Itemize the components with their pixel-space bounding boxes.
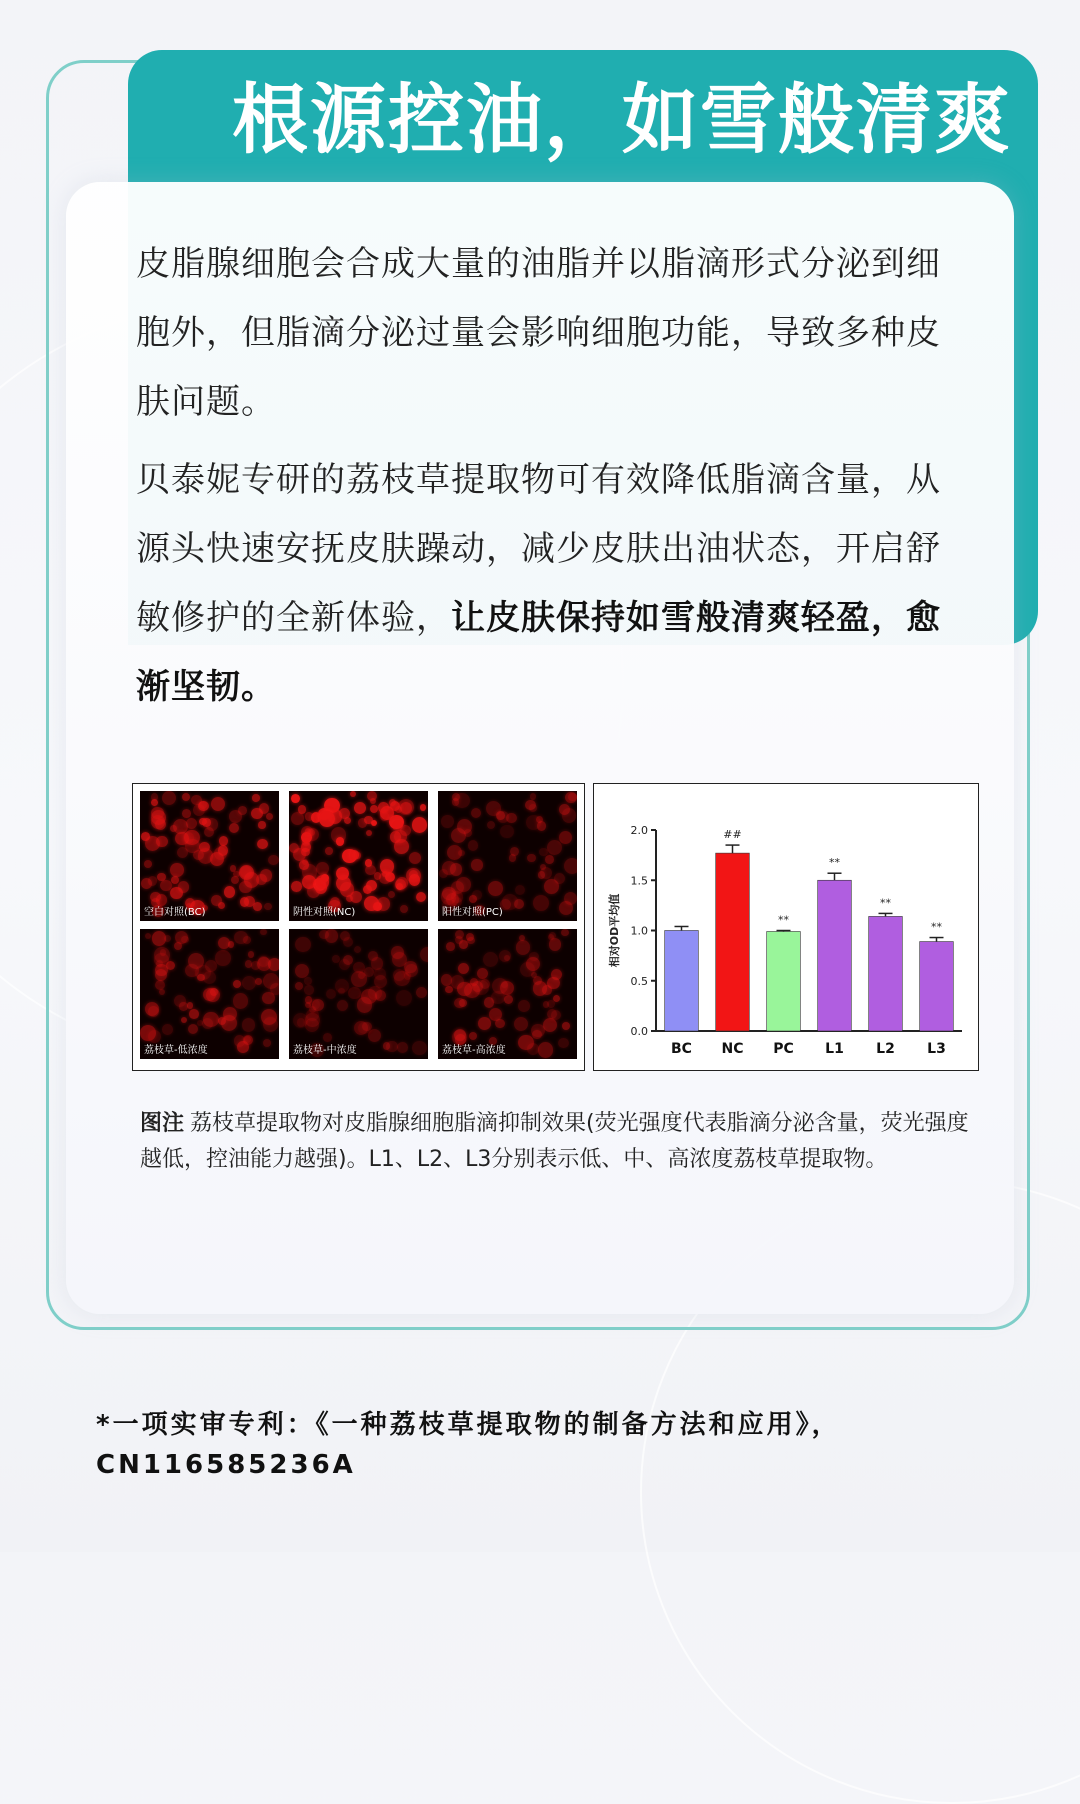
fluorescent-cell — [162, 1024, 173, 1035]
fluorescent-cell — [497, 811, 509, 823]
fluorescent-cell — [170, 863, 183, 876]
fluorescent-cell — [251, 808, 262, 819]
micrograph-label: 阳性对照(PC) — [442, 907, 503, 918]
fluorescent-cell — [533, 895, 549, 911]
fluorescent-cell — [263, 1017, 278, 1032]
fluorescent-cell — [549, 938, 561, 950]
patent-note: *一项实审专利：《一种荔枝草提取物的制备方法和应用》，CN116585236A — [96, 1410, 841, 1480]
y-tick-label: 0.0 — [630, 1025, 648, 1038]
fluorescent-cell — [245, 960, 252, 967]
bar — [767, 932, 801, 1031]
fluorescent-cell — [264, 903, 272, 911]
fluorescent-cell — [291, 812, 304, 825]
x-tick-label: L1 — [825, 1041, 844, 1057]
fluorescent-cell — [248, 951, 254, 957]
bar — [665, 931, 699, 1032]
fluorescent-cell — [343, 955, 353, 965]
fluorescent-cell — [487, 821, 495, 829]
fluorescent-cell — [451, 828, 467, 844]
fluorescent-cell — [393, 969, 405, 981]
fluorescent-cell — [162, 791, 176, 805]
fluorescent-cell — [389, 799, 396, 806]
bar — [716, 853, 750, 1031]
fluorescent-cell — [366, 830, 372, 836]
fluorescent-cell — [488, 881, 503, 896]
fluorescent-cell — [141, 832, 150, 841]
fluorescent-cell — [181, 1017, 187, 1023]
fluorescent-cell — [218, 937, 230, 949]
micrograph-cell — [289, 791, 428, 921]
fluorescent-cell — [514, 1017, 528, 1031]
significance-label: ** — [829, 856, 840, 870]
fluorescent-cell — [495, 1019, 505, 1029]
fluorescent-cell — [527, 854, 535, 862]
fluorescent-cell — [458, 850, 465, 857]
significance-label: ** — [931, 920, 942, 934]
fluorescent-cell — [477, 968, 488, 979]
fluorescent-cell — [295, 964, 309, 978]
fluorescent-cell — [355, 852, 362, 859]
fluorescent-cell — [544, 879, 559, 894]
fluorescent-cell — [316, 862, 329, 875]
micrograph-label: 空白对照(BC) — [144, 907, 206, 918]
fluorescent-cell — [529, 804, 536, 811]
fluorescent-cell — [416, 987, 427, 998]
fluorescent-cell — [252, 794, 259, 801]
fluorescent-cell — [396, 877, 408, 889]
fluorescent-cell — [354, 802, 366, 814]
fluorescent-cell — [260, 929, 266, 935]
fluorescent-cell — [366, 880, 377, 891]
fluorescent-cell — [258, 821, 265, 828]
fluorescent-cell — [291, 881, 301, 891]
significance-label: ## — [723, 828, 742, 842]
fluorescent-cell — [394, 830, 407, 843]
fluorescent-cell — [233, 980, 241, 988]
micrograph-cell — [289, 929, 428, 1059]
micrograph-cell — [140, 791, 279, 921]
fluorescent-cell — [215, 950, 231, 966]
fluorescent-cell — [459, 999, 467, 1007]
fluorescent-cell — [518, 1035, 533, 1050]
fluorescent-cell — [170, 825, 177, 832]
fluorescent-cell — [383, 1042, 390, 1049]
micrograph-cell — [438, 791, 577, 921]
fluorescent-cell — [446, 942, 455, 951]
fluorescent-cell — [263, 1039, 271, 1047]
fluorescent-cell — [374, 968, 385, 979]
fluorescent-cell — [396, 990, 412, 1006]
bar-chart — [594, 784, 977, 1069]
fluorescent-cell — [210, 988, 218, 996]
fluorescent-cell — [186, 818, 197, 829]
fluorescent-cell — [182, 809, 191, 818]
micrograph-label: 阴性对照(NC) — [293, 907, 356, 918]
fluorescent-cell — [211, 895, 221, 905]
fluorescent-cell — [516, 940, 531, 955]
fluorescent-cell — [392, 820, 403, 831]
fluorescent-cell — [471, 808, 481, 818]
fluorescent-cell — [199, 801, 206, 808]
micrograph-cell — [438, 929, 577, 1059]
fluorescent-cell — [144, 860, 152, 868]
fluorescent-cell — [257, 839, 268, 850]
fluorescent-cell — [325, 847, 332, 854]
y-tick-label: 1.5 — [630, 874, 648, 888]
fluorescent-cell — [145, 933, 151, 939]
fluorescent-cell — [266, 813, 273, 820]
x-tick-label: L3 — [927, 1041, 946, 1057]
fluorescent-cell — [468, 840, 479, 851]
significance-label: ** — [778, 913, 789, 927]
fluorescent-cell — [364, 816, 372, 824]
fluorescent-cell — [469, 1032, 477, 1040]
fluorescent-cell — [542, 985, 552, 995]
fluorescent-cell — [547, 1000, 555, 1008]
fluorescent-cell — [182, 793, 190, 801]
fluorescent-cell — [338, 988, 345, 995]
fluorescent-cell — [171, 876, 179, 884]
fluorescent-cell — [270, 983, 279, 995]
fluorescent-cell — [483, 952, 498, 967]
fluorescent-cell — [187, 1002, 194, 1009]
fluorescent-cell — [514, 899, 525, 910]
x-tick-label: NC — [721, 1041, 744, 1057]
figure-caption — [140, 1106, 970, 1178]
fluorescent-cell — [304, 977, 311, 984]
micrograph-panel — [132, 783, 585, 1071]
fluorescent-cell — [348, 987, 360, 999]
fluorescent-cell — [471, 859, 482, 870]
y-tick-label: 0.5 — [630, 974, 648, 988]
fluorescent-cell — [242, 976, 256, 990]
fluorescent-cell — [420, 804, 426, 810]
fluorescent-cell — [409, 870, 418, 879]
fluorescent-cell — [558, 1038, 569, 1049]
significance-label: ** — [880, 896, 891, 910]
fluorescent-cell — [260, 869, 273, 882]
fluorescent-cell — [218, 1017, 226, 1025]
bar — [869, 916, 903, 1031]
fluorescent-cell — [211, 797, 225, 811]
fluorescent-cell — [350, 791, 356, 797]
fluorescent-cell — [351, 971, 367, 987]
fluorescent-cell — [239, 881, 252, 894]
product-paragraph — [136, 446, 956, 722]
fluorescent-cell — [305, 996, 312, 1003]
fluorescent-cell — [388, 891, 395, 898]
x-tick-label: L2 — [876, 1041, 895, 1057]
fluorescent-cell — [253, 902, 262, 911]
fluorescent-cell — [405, 964, 418, 977]
fluorescent-cell — [319, 930, 328, 939]
y-tick-label: 2.0 — [630, 824, 648, 837]
x-tick-label: PC — [773, 1041, 794, 1057]
fluorescent-cell — [532, 1030, 542, 1040]
fluorescent-cell — [370, 805, 378, 813]
fluorescent-cell — [365, 859, 373, 867]
fluorescent-cell — [350, 891, 362, 903]
fluorescent-cell — [319, 811, 335, 827]
fluorescent-cell — [526, 815, 541, 830]
fluorescent-cell — [547, 840, 562, 855]
fluorescent-cell — [538, 1042, 553, 1057]
fluorescent-cell — [160, 880, 171, 891]
micrograph-cell — [140, 929, 279, 1059]
fluorescent-cell — [331, 827, 346, 842]
fluorescent-cell — [518, 1000, 530, 1012]
fluorescent-cell — [549, 932, 556, 939]
fluorescent-cell — [529, 952, 538, 961]
fluorescent-cell — [357, 997, 373, 1013]
fluorescent-cell — [562, 1022, 570, 1030]
fluorescent-cell — [255, 978, 262, 985]
fluorescent-cell — [545, 855, 554, 864]
fluorescent-cell — [231, 876, 239, 884]
fluorescent-cell — [238, 806, 247, 815]
fluorescent-cell — [564, 858, 577, 874]
y-tick-label: 1.0 — [630, 924, 648, 938]
product-paragraph-text: 贝泰妮专研的荔枝草提取物可有效降低脂滴含量，从源头快速安抚皮肤躁动，减少皮肤出油状态，开启舒敏修护的全新体验， — [136, 460, 941, 638]
bar — [920, 942, 954, 1031]
fluorescent-cell — [154, 947, 170, 963]
fluorescent-cell — [326, 989, 336, 999]
bar — [818, 880, 852, 1031]
fluorescent-cell — [561, 929, 568, 936]
fluorescent-cell — [301, 826, 313, 838]
fluorescent-cell — [397, 1042, 407, 1052]
fluorescent-cell — [188, 953, 204, 969]
fluorescent-cell — [441, 815, 453, 827]
fluorescent-cell — [484, 997, 495, 1008]
fluorescent-cell — [371, 957, 384, 970]
fluorescent-cell — [451, 881, 464, 894]
fluorescent-cell — [224, 886, 235, 897]
fluorescent-cell — [206, 818, 219, 831]
fluorescent-cell — [380, 811, 389, 820]
y-axis-label: 相对OD平均值 — [608, 893, 621, 968]
fluorescent-cell — [229, 823, 239, 833]
fluorescent-cell — [177, 847, 188, 858]
fluorescent-cell — [183, 832, 195, 844]
fluorescent-cell — [354, 946, 361, 953]
fluorescent-cell — [368, 1029, 381, 1042]
fluorescent-cell — [510, 847, 519, 856]
fluorescent-cell — [159, 989, 165, 995]
fluorescent-cell — [472, 890, 481, 899]
fluorescent-cell — [178, 881, 190, 893]
fluorescent-cell — [559, 831, 572, 844]
fluorescent-cell — [559, 804, 570, 815]
fluorescent-cell — [202, 1018, 213, 1029]
fluorescent-cell — [515, 885, 525, 895]
fluorescent-cell — [268, 855, 278, 865]
fluorescent-cell — [164, 935, 171, 942]
fluorescent-cell — [309, 1006, 316, 1013]
fluorescent-cell — [500, 825, 514, 839]
fluorescent-cell — [467, 937, 475, 945]
fluorescent-cell — [344, 817, 351, 824]
fluorescent-cell — [364, 896, 378, 910]
fluorescent-cell — [189, 1009, 199, 1019]
fluorescent-cell — [458, 963, 469, 974]
fluorescent-cell — [234, 931, 247, 944]
fluorescent-cell — [214, 847, 227, 860]
fluorescent-cell — [540, 864, 546, 870]
fluorescent-cell — [409, 852, 421, 864]
fluorescent-cell — [499, 950, 511, 962]
fluorescent-cell — [565, 792, 576, 803]
fluorescent-cell — [203, 971, 216, 984]
fluorescent-cell — [420, 947, 428, 963]
fluorescent-cell — [368, 986, 382, 1000]
fluorescent-cell — [492, 978, 508, 994]
fluorescent-cell — [412, 817, 428, 833]
micrograph-label: 荔枝草-中浓度 — [293, 1045, 357, 1056]
fluorescent-cell — [454, 793, 470, 809]
micrograph-label: 荔枝草-低浓度 — [144, 1045, 208, 1056]
fluorescent-cell — [564, 892, 577, 905]
intro-paragraph: 皮脂腺细胞会合成大量的油脂并以脂滴形式分泌到细胞外，但脂滴分泌过量会影响细胞功能，导致多种皮肤问题。 — [136, 244, 941, 422]
fluorescent-cell — [155, 819, 166, 830]
fluorescent-cell — [316, 875, 330, 889]
fluorescent-cell — [233, 993, 248, 1008]
caption-text: 荔枝草提取物对皮脂腺细胞脂滴抑制效果(荧光强度代表脂滴分泌含量，荧光强度越低，控油能力越强)。L1、L2、L3分别表示低、中、高浓度荔枝草提取物。 — [140, 1111, 969, 1172]
fluorescent-cell — [198, 848, 214, 864]
fluorescent-cell — [336, 876, 351, 891]
fluorescent-cell — [188, 1024, 198, 1034]
fluorescent-cell — [305, 812, 314, 821]
page-title: 根源控油，如雪般清爽 — [232, 75, 1012, 164]
fluorescent-cell — [379, 872, 391, 884]
product-paragraph-highlight: 让皮肤保持如雪般清爽轻盈，愈渐坚韧。 — [136, 598, 941, 707]
fluorescent-cell — [412, 1041, 426, 1055]
fluorescent-cell — [289, 843, 299, 853]
fluorescent-cell — [181, 936, 188, 943]
fluorescent-cell — [242, 1018, 255, 1031]
fluorescent-cell — [268, 958, 279, 971]
fluorescent-cell — [291, 794, 300, 803]
fluorescent-cell — [400, 905, 408, 913]
bar-chart-panel — [593, 783, 979, 1071]
fluorescent-cell — [295, 982, 303, 990]
fluorescent-cell — [450, 863, 462, 875]
fluorescent-cell — [504, 995, 513, 1004]
fluorescent-cell — [478, 1017, 491, 1030]
micrograph-label: 荔枝草-高浓度 — [442, 1045, 506, 1056]
fluorescent-cell — [538, 871, 546, 879]
x-tick-label: BC — [671, 1041, 692, 1057]
fluorescent-cell — [304, 985, 313, 994]
fluorescent-cell — [530, 793, 536, 799]
fluorescent-cell — [337, 1000, 348, 1011]
fluorescent-cell — [416, 892, 426, 902]
caption-label: 图注 — [140, 1111, 185, 1136]
fluorescent-cell — [370, 798, 376, 804]
fluorescent-cell — [141, 878, 152, 889]
fluorescent-cell — [295, 937, 311, 953]
fluorescent-cell — [174, 942, 182, 950]
